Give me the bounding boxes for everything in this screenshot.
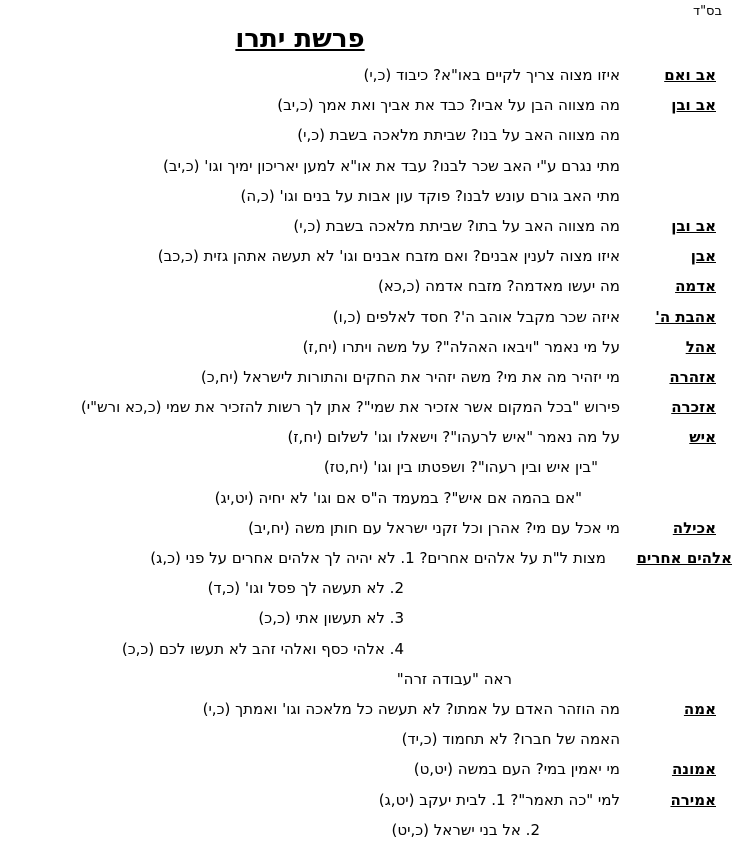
entry-term: אכילה (672, 518, 716, 537)
entry-term: אזהרה (669, 367, 716, 386)
entry-row (0, 543, 740, 573)
entry-term: אבן (690, 247, 716, 266)
entry-text: "בין איש ובין רעהו"? ושפטתו בין וגו' (יח,טז) (323, 458, 598, 477)
entry-row (0, 181, 740, 211)
entry-text: איזו מצוה לענין אבנים? ואם מזבח אבנים וגו' לא תעשה אתהן גזית (כ,כב) (157, 247, 620, 266)
entry-row (0, 754, 740, 784)
entry-row (0, 724, 740, 754)
entry-term: אלהים אחרים (636, 549, 732, 567)
entry-term: אב ובן (671, 216, 716, 235)
entry-term: אדמה (675, 277, 716, 296)
entry-row (0, 452, 740, 482)
entry-row (0, 392, 740, 422)
entry-text: איזה שכר מקבל אוהב ה'? חסד לאלפים (כ,ו) (332, 307, 620, 326)
entry-text: על מי נאמר "ויבאו האהלה"? על משה ויתרו (יח,ז) (302, 337, 620, 356)
entry-term: אהבת ה' (655, 307, 716, 326)
entry-text: "אם בהמה אם איש"? במעמד ה"ס אם וגו' לא יחיה (יט,יג) (214, 488, 582, 507)
entry-term: איש (689, 428, 716, 447)
entry-text: 2. לא תעשה לך פסל וגו' (כ,ד) (207, 579, 404, 598)
entry-row (0, 271, 740, 301)
entry-text: מה מצווה הבן על אביו? כבד את אביך ואת אמך (כ,יב) (277, 96, 620, 115)
entry-row (0, 422, 740, 452)
entry-term: אמונה (671, 760, 716, 779)
entry-row (0, 483, 740, 513)
entry-text: מה יעשו מאדמה? מזבח אדמה (כ,כא) (377, 277, 620, 296)
entry-row (0, 362, 740, 392)
entry-row (0, 241, 740, 271)
entry-text: למי "כה תאמר"? 1. לבית יעקב (יט,ג) (378, 790, 620, 809)
entry-term: אהל (685, 337, 716, 356)
entry-text: על מה נאמר "איש לרעהו"? וישאלו וגו' לשלום (יח,ז) (287, 428, 620, 447)
entry-term: אמה (683, 699, 716, 718)
entry-text: מי אכל עם מי? אהרן וכל זקני ישראל עם חותן משה (יח,יב) (248, 518, 620, 537)
entry-text: 2. אל בני ישראל (כ,יט) (391, 820, 540, 839)
entry-text: האמה של חברו? לא תחמוד (כ,יד) (401, 730, 620, 749)
entry-term: אב ובן (671, 96, 716, 115)
entry-term: אמירה (670, 790, 716, 809)
entry-row (0, 151, 740, 181)
entry-row (0, 664, 740, 694)
entry-row (0, 302, 740, 332)
entry-row (0, 815, 740, 845)
entry-row (0, 785, 740, 815)
entry-text: 3. לא תעשון אתי (כ,כ) (258, 609, 404, 628)
entry-row (0, 120, 740, 150)
entry-text: מה מצווה האב על בנו? שביתת מלאכה בשבת (כ,י) (297, 126, 620, 145)
entry-row (0, 332, 740, 362)
entry-text: מתי האב גורם עונש לבנו? פוקד עון אבות על בנים וגו' (כ,ה) (240, 186, 620, 205)
entry-row (0, 694, 740, 724)
cross-reference-note: ראה "עבודה זרה" (396, 669, 512, 688)
entry-row (0, 90, 740, 120)
entry-list (0, 60, 740, 845)
entry-row (0, 573, 740, 603)
entry-text: פירוש "בכל המקום אשר אזכיר את שמי"? אתן לך רשות להזכיר את שמי (כ,כא ורש"י) (80, 398, 620, 417)
entry-text: איזו מצוה צריך לקיים באו"א? כיבוד (כ,י) (363, 66, 620, 84)
entry-row (0, 634, 740, 664)
entry-row (0, 603, 740, 633)
entry-row (0, 513, 740, 543)
entry-text: מתי נגרם ע"י האב שכר לבנו? עבד את או"א למען יאריכון ימיך וגו' (כ,יב) (163, 156, 620, 175)
entry-term: אב ואם (664, 66, 716, 84)
entry-row (0, 211, 740, 241)
entry-text: מה מצווה האב על בתו? שביתת מלאכה בשבת (כ,י) (293, 216, 620, 235)
entry-text: מי יאמין במי? העם במשה (יט,ט) (413, 760, 620, 779)
entry-term: אזכרה (671, 398, 716, 417)
entry-text: 4. אלהי כסף ואלהי זהב לא תעשו לכם (כ,כ) (121, 639, 404, 658)
page-title: פרשת יתרו (235, 24, 365, 54)
entry-text: מה הוזהר האדם על אמתו? לא תעשה כל מלאכה וגו' ואמתך (כ,י) (202, 699, 620, 718)
entry-text: מי יזהיר מה את מי? משה יזהיר את החקים והתורות לישראל (יח,כ) (200, 367, 620, 386)
entry-text: מצות ל"ת על אלהים אחרים? 1. לא יהיה לך אלהים אחרים על פני (כ,ג) (150, 549, 606, 567)
entry-row (0, 60, 740, 90)
header-abbreviation: בס"ד (692, 4, 722, 19)
